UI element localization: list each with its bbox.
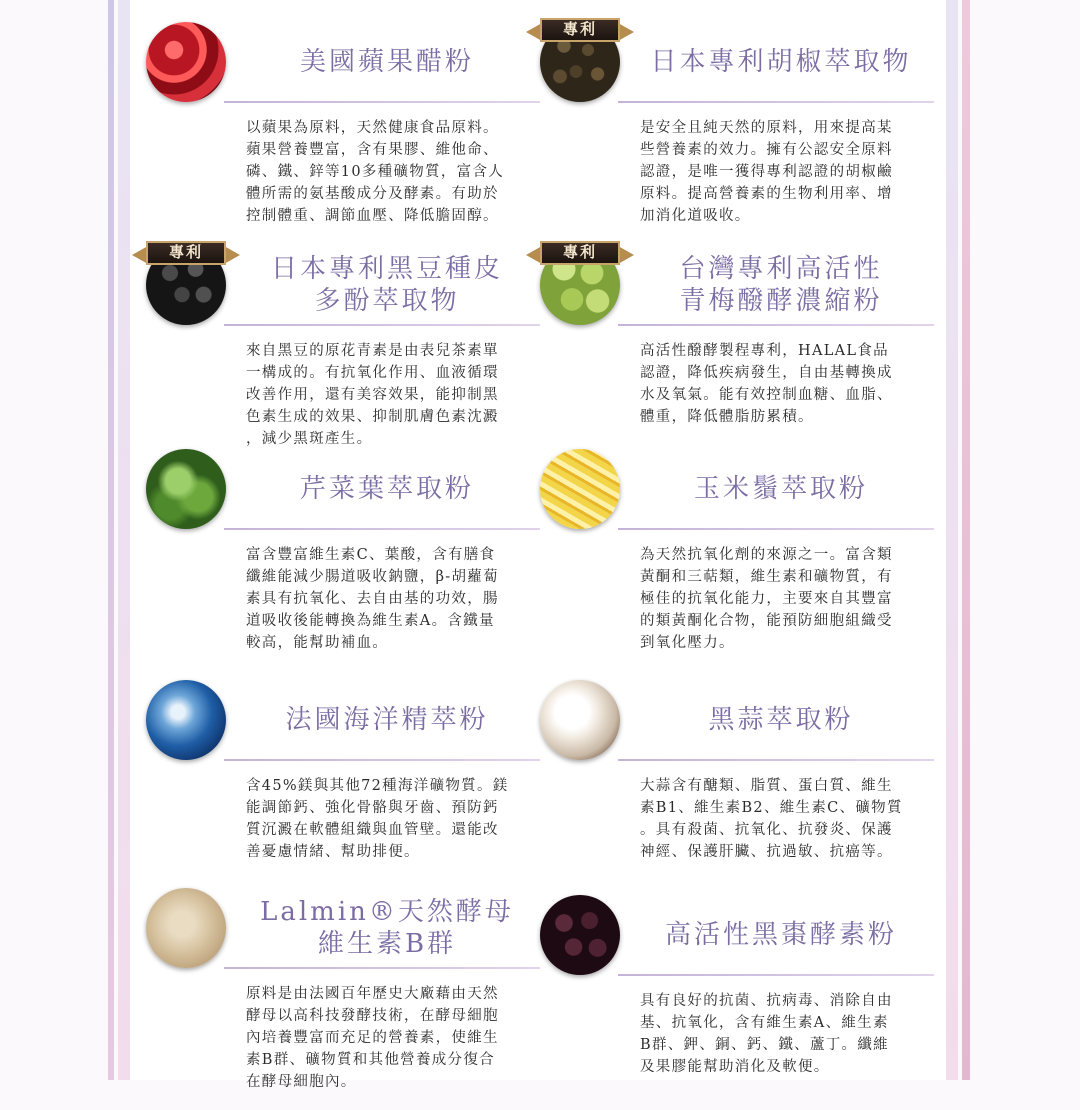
description-line: 體重，降低體脂肪累積。 [640,409,814,425]
right-border-stripe [962,0,970,1080]
ingredient-title-line: 高活性黑棗酵素粉 [664,920,897,950]
ingredient-title-line: Lalmin®天然酵母 [260,897,514,927]
description-line: 。具有殺菌、抗氧化、抗發炎、保護 [640,822,893,838]
ingredient-description [640,544,940,654]
description-line: 含45%鎂與其他72種海洋礦物質。鎂 [246,778,509,794]
description-line: 素具有抗氧化、去自由基的功效，腸 [246,591,499,607]
ingredient-title [626,680,936,760]
celery-leaf-icon [146,449,226,529]
ingredient-description [640,340,940,428]
description-line: 高活性醱酵製程專利，HALAL食品 [640,343,889,359]
title-divider [618,528,934,530]
corn-icon [540,449,620,529]
description-line: 控制體重、調節血壓、降低膽固醇。 [246,208,499,224]
description-line: 內培養豐富而充足的營養素，使維生 [246,1030,499,1046]
ingredient-card-jujube [540,895,940,1110]
ingredient-title-line: 日本專利黑豆種皮 [270,254,503,284]
ingredient-title [232,245,542,325]
description-line: 色素生成的效果、抑制肌膚色素沈澱 [246,409,499,425]
description-line: 黃酮和三萜類，維生素和礦物質，有 [640,569,893,585]
title-divider [224,759,540,761]
description-line: 水及氧氣。能有效控制血糖、血脂、 [640,387,893,403]
patent-badge-label: 專利 [168,243,203,261]
left-border-stripe-light [118,0,130,1080]
description-line: 認證，降低疾病發生，自由基轉換成 [640,365,893,381]
title-divider [618,324,934,326]
description-line: 改善作用，還有美容效果，能抑制黑 [246,387,499,403]
ingredient-title [626,245,936,325]
patent-badge-label: 專利 [562,20,597,38]
ingredient-description [640,117,940,227]
description-line: 為天然抗氧化劑的來源之一。富含類 [640,547,893,563]
ingredient-description [246,983,546,1093]
ingredient-title-line: 芹菜葉萃取粉 [299,474,474,504]
black-jujube-icon [540,895,620,975]
ingredient-card-pepper [540,22,940,237]
description-line: 蘋果營養豐富，含有果膠、維他命、 [246,142,499,158]
description-line: 具有良好的抗菌、抗病毒、消除自由 [640,993,893,1009]
description-line: 基、抗氧化，含有維生素A、維生素 [640,1015,889,1031]
ingredient-title-line: 日本專利胡椒萃取物 [650,47,912,77]
ingredient-title [626,22,936,102]
description-line: 素B群、礦物質和其他營養成分復合 [246,1052,495,1068]
description-line: 些營養素的效力。擁有公認安全原料 [640,142,893,158]
description-line: 加消化道吸收。 [640,208,751,224]
ingredient-description [246,117,546,227]
ingredient-card-plum [540,245,940,460]
apple-icon [146,22,226,102]
ingredient-title-line: 青梅醱酵濃縮粉 [679,286,883,316]
ingredient-title [232,22,542,102]
description-line: 認證，是唯一獲得專利認證的胡椒鹼 [640,164,893,180]
description-line: B群、鉀、銅、鈣、鐵、蘆丁。纖維 [640,1037,889,1053]
description-line: 神經、保護肝臟、抗過敏、抗癌等。 [640,844,893,860]
description-line: 一構成的。有抗氧化作用、血液循環 [246,365,499,381]
description-line: 是安全且純天然的原料，用來提高某 [640,120,893,136]
ingredient-title [232,888,542,968]
ingredient-card-yeast [146,888,546,1103]
ocean-wave-icon [146,680,226,760]
title-divider [618,759,934,761]
title-divider [224,528,540,530]
yeast-powder-icon [146,888,226,968]
ingredient-card-blackbean [146,245,546,460]
title-divider [224,967,540,969]
description-line: 體所需的氨基酸成分及酵素。有助於 [246,186,499,202]
patent-badge [526,241,634,265]
description-line: 的類黃酮化合物，能預防細胞組織受 [640,613,893,629]
ingredient-title [626,449,936,529]
ingredient-card-celery [146,449,546,664]
description-line: 以蘋果為原料，天然健康食品原料。 [246,120,499,136]
ingredient-title-line: 玉米鬚萃取粉 [693,474,868,504]
ingredient-card-apple [146,22,546,237]
ingredient-title-line: 維生素B群 [317,929,457,959]
ingredient-title [232,680,542,760]
ingredient-title-line: 台灣專利高活性 [679,254,883,284]
description-line: 酵母以高科技發酵技術，在酵母細胞 [246,1008,499,1024]
description-line: 到氧化壓力。 [640,635,735,651]
description-line: 及果膠能幫助消化及軟便。 [640,1059,830,1075]
description-line: 在酵母細胞內。 [246,1074,357,1090]
description-line: 磷、鐵、鋅等10多種礦物質，富含人 [246,164,505,180]
ingredient-card-corn [540,449,940,664]
description-line: 道吸收後能轉換為維生素A。含鐵量 [246,613,495,629]
ingredient-title [626,895,936,975]
description-line: 富含豐富維生素C、葉酸，含有膳食 [246,547,496,563]
ingredient-title-line: 多酚萃取物 [314,286,460,316]
title-divider [224,101,540,103]
right-border-stripe-light [946,0,958,1080]
description-line: 極佳的抗氧化能力，主要來自其豐富 [640,591,893,607]
title-divider [618,101,934,103]
ingredient-title-line: 美國蘋果醋粉 [299,47,474,77]
description-line: 原料是由法國百年歷史大廠藉由天然 [246,986,499,1002]
ingredient-description [640,990,940,1078]
description-line: ，減少黑斑產生。 [246,431,373,447]
ingredient-description [246,775,546,863]
description-line: 纖維能減少腸道吸收鈉鹽，β-胡蘿蔔 [246,569,499,585]
ingredient-description [246,544,546,654]
description-line: 素B1、維生素B2、維生素C、礦物質 [640,800,903,816]
description-line: 大蒜含有醣類、脂質、蛋白質、維生 [640,778,893,794]
description-line: 較高，能幫助補血。 [246,635,389,651]
ingredient-title-line: 黑蒜萃取粉 [708,705,854,735]
ingredient-card-garlic [540,680,940,895]
ingredient-title [232,449,542,529]
title-divider [618,974,934,976]
ingredient-description [246,340,546,450]
description-line: 來自黑豆的原花青素是由表兒茶素單 [246,343,499,359]
left-border-stripe [108,0,114,1080]
patent-badge [132,241,240,265]
ingredient-title-line: 法國海洋精萃粉 [285,705,489,735]
description-line: 質沉澱在軟體組織與血管壁。還能改 [246,822,499,838]
description-line: 善憂慮情緒、幫助排便。 [246,844,420,860]
ingredient-description [640,775,940,863]
ingredient-card-ocean [146,680,546,895]
description-line: 原料。提高營養素的生物利用率、增 [640,186,893,202]
patent-badge-label: 專利 [562,243,597,261]
black-garlic-icon [540,680,620,760]
description-line: 能調節鈣、強化骨骼與牙齒、預防鈣 [246,800,499,816]
title-divider [224,324,540,326]
patent-badge [526,18,634,42]
